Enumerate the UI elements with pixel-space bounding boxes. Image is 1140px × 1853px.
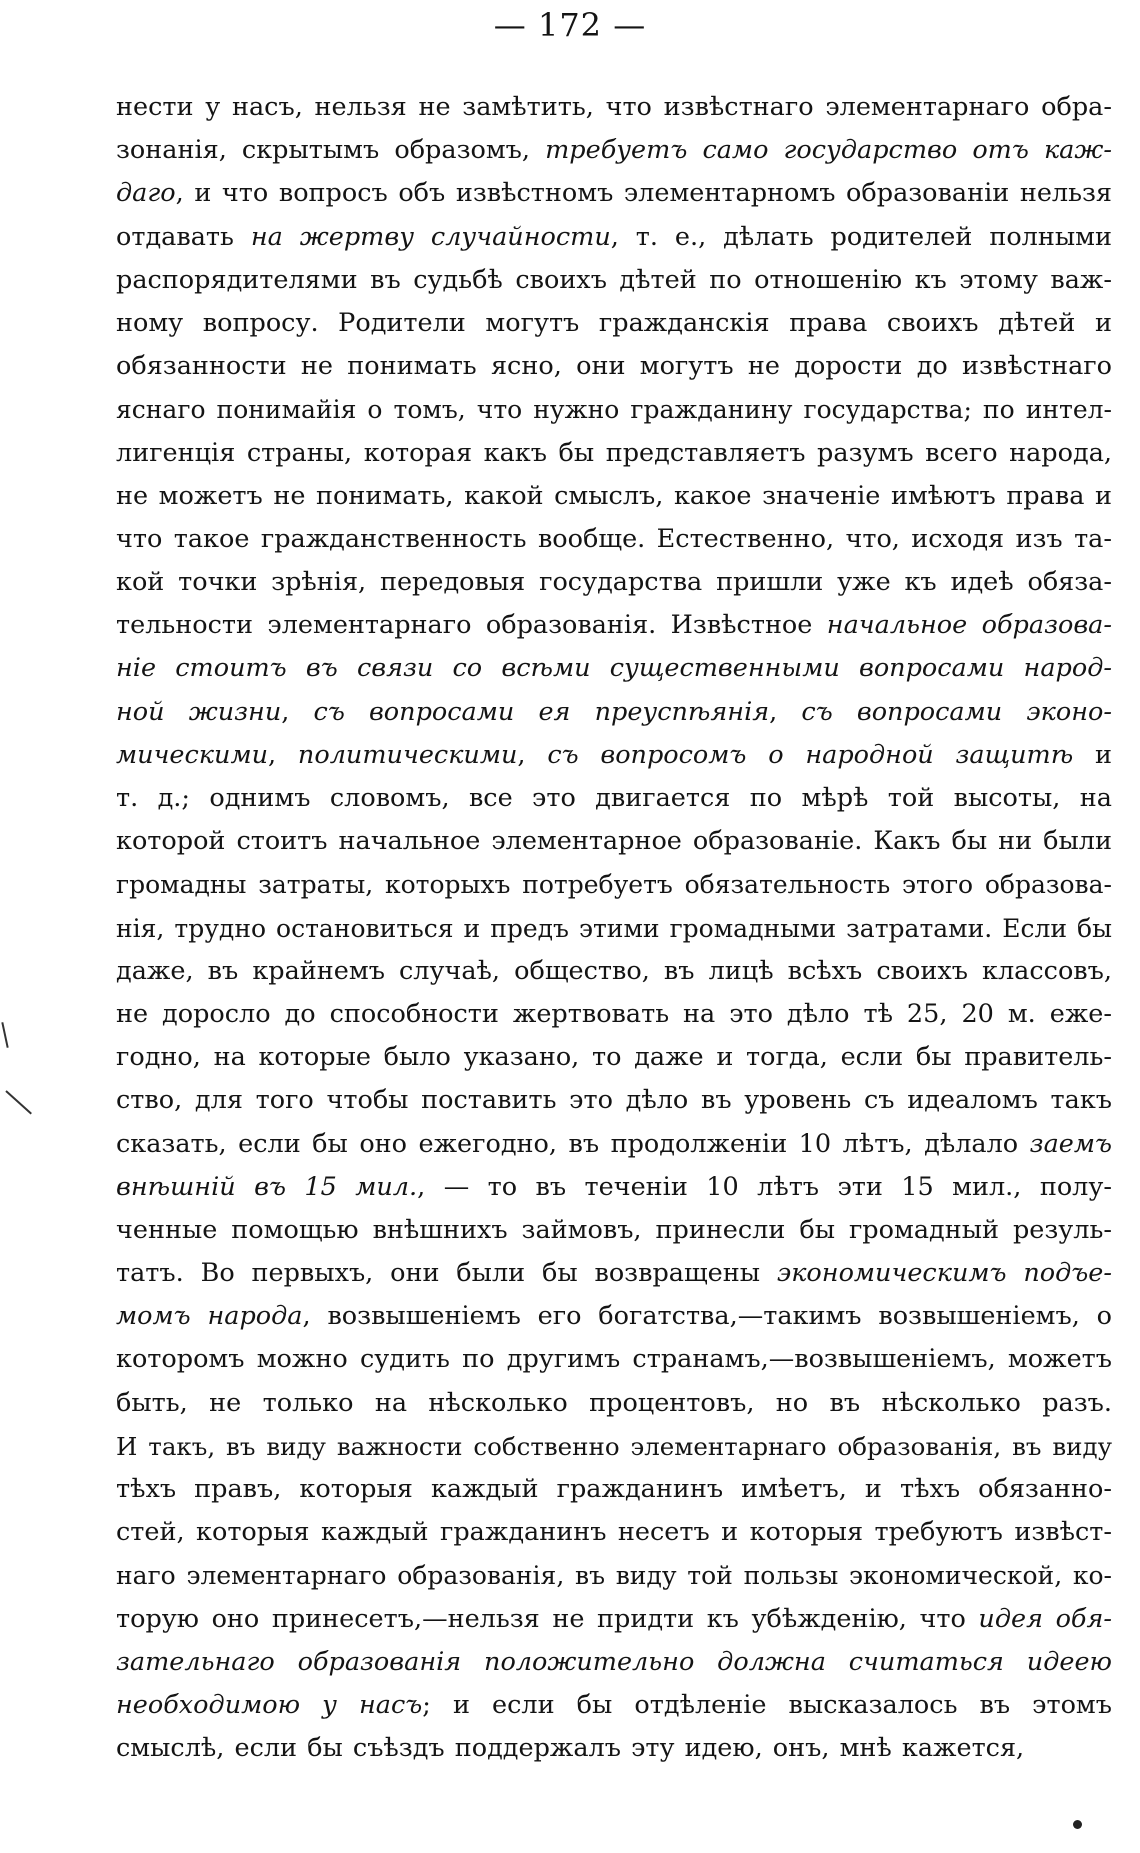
text-segment: годно, на которые было указано, то даже и тогда, если бы правитель- xyxy=(116,1042,1112,1073)
text-segment: быть, не только на нѣсколько процентовъ, но въ нѣсколько разъ. xyxy=(116,1387,1112,1418)
italic-segment: ніе стоитъ въ связи со всѣми существенными вопросами народ- xyxy=(116,653,1112,684)
text-segment: зонанія, скрытымъ образомъ, xyxy=(116,135,546,166)
text-segment: сказать, если бы оно ежегодно, въ продолженіи 10 лѣтъ, дѣлало xyxy=(116,1128,1030,1159)
text-segment: нія, трудно остановиться и предъ этими громадными затратами. Если бы xyxy=(116,913,1112,943)
text-line xyxy=(116,259,1112,302)
text-segment: отдавать xyxy=(116,221,251,252)
body-text xyxy=(116,86,1112,1770)
text-line xyxy=(116,777,1112,820)
italic-segment: политическими xyxy=(297,739,518,770)
text-segment: , xyxy=(769,696,802,727)
margin-diagonal-mark xyxy=(5,1090,32,1114)
text-line xyxy=(116,1382,1112,1425)
italic-segment: требуетъ само государство отъ каж- xyxy=(545,135,1112,166)
text-line xyxy=(116,691,1112,734)
text-line xyxy=(116,1468,1112,1511)
text-line xyxy=(116,1209,1112,1252)
text-line xyxy=(116,1123,1112,1166)
text-segment: ; и если бы отдѣленіе высказалось въ этомъ xyxy=(422,1689,1112,1720)
text-segment: татъ. Во первыхъ, они были бы возвращены xyxy=(116,1258,777,1289)
text-line xyxy=(116,863,1112,906)
text-segment: тѣхъ правъ, которыя каждый гражданинъ имѣетъ, и тѣхъ обязанно- xyxy=(116,1474,1112,1504)
italic-segment: на жертву случайности xyxy=(250,221,611,252)
italic-segment: даго xyxy=(116,178,176,209)
italic-segment: момъ народа xyxy=(116,1301,303,1332)
text-line xyxy=(116,216,1112,259)
text-line xyxy=(116,1554,1112,1597)
text-line xyxy=(116,345,1112,388)
text-segment: нести у насъ, нельзя не замѣтить, что извѣстнаго элементарнаго обра- xyxy=(116,92,1112,122)
italic-segment: экономическимъ подъе- xyxy=(776,1258,1112,1289)
text-segment: которой стоитъ начальное элементарное образованіе. Какъ бы ни были xyxy=(116,826,1112,857)
text-line xyxy=(116,1166,1112,1209)
text-segment: , xyxy=(268,739,298,770)
text-segment: не доросло до способности жертвовать на это дѣло тѣ 25, 20 м. еже- xyxy=(116,998,1112,1029)
text-line xyxy=(116,1641,1112,1684)
italic-segment: съ вопросомъ о народной защитѣ xyxy=(547,739,1074,770)
text-line xyxy=(116,172,1112,215)
text-segment: И такъ, въ виду важности собственно элементарнаго образованія, въ виду xyxy=(116,1431,1112,1461)
italic-segment: мическими xyxy=(116,739,269,770)
text-line xyxy=(116,432,1112,475)
text-segment: , т. е., дѣлать родителей полными xyxy=(610,221,1112,252)
text-line xyxy=(116,907,1112,950)
text-segment: , возвышеніемъ его богатства,—такимъ возвышеніемъ, о xyxy=(302,1301,1113,1332)
text-segment: тельности элементарнаго образованія. Извѣстное xyxy=(116,610,827,641)
italic-segment: начальное образова- xyxy=(826,610,1112,641)
text-line xyxy=(116,820,1112,863)
text-segment: торую оно принесетъ,—нельзя не придти къ убѣжденію, что xyxy=(116,1603,979,1634)
text-line xyxy=(116,518,1112,561)
italic-segment: ной жизни xyxy=(116,696,282,727)
text-segment: ному вопросу. Родители могутъ гражданскія права своихъ дѣтей и xyxy=(116,307,1112,338)
page-number: — 172 — xyxy=(493,6,647,44)
text-segment: ченные помощью внѣшнихъ займовъ, принесли бы громадный резуль- xyxy=(116,1214,1112,1245)
italic-segment: необходимою у насъ xyxy=(116,1689,423,1720)
text-line xyxy=(116,561,1112,604)
text-line xyxy=(116,1684,1112,1727)
text-line xyxy=(116,129,1112,172)
text-line xyxy=(116,86,1112,129)
text-line xyxy=(116,1511,1112,1554)
text-line xyxy=(116,388,1112,431)
text-line xyxy=(116,647,1112,690)
text-segment: смыслѣ, если бы съѣздъ поддержалъ эту идею, онъ, мнѣ кажется, xyxy=(116,1733,1025,1764)
text-segment: наго элементарнаго образованія, въ виду той пользы экономической, ко- xyxy=(116,1561,1112,1591)
text-line xyxy=(116,734,1112,777)
text-line xyxy=(116,475,1112,518)
text-segment: , — то въ теченіи 10 лѣтъ эти 15 мил., полу- xyxy=(417,1171,1112,1202)
text-line xyxy=(116,1338,1112,1381)
text-segment: кой точки зрѣнія, передовыя государства пришли уже къ идеѣ обяза- xyxy=(116,567,1112,598)
italic-segment: съ вопросами ея преуспѣянія xyxy=(313,696,770,727)
italic-segment: внѣшній въ 15 мил. xyxy=(116,1171,418,1202)
text-segment: обязанности не понимать ясно, они могутъ не дорости до извѣстнаго xyxy=(116,351,1112,382)
text-segment: , xyxy=(517,739,548,770)
text-segment: которомъ можно судить по другимъ странамъ,—возвышеніемъ, можетъ xyxy=(116,1344,1112,1375)
text-line xyxy=(116,604,1112,647)
text-line xyxy=(116,950,1112,993)
text-segment: не можетъ не понимать, какой смыслъ, какое значеніе имѣютъ права и xyxy=(116,480,1112,511)
text-line xyxy=(116,1036,1112,1079)
margin-tick-mark xyxy=(1,1022,8,1048)
text-line xyxy=(116,1598,1112,1641)
text-line xyxy=(116,1252,1112,1295)
text-segment: даже, въ крайнемъ случаѣ, общество, въ лицѣ всѣхъ своихъ классовъ, xyxy=(116,955,1112,986)
text-segment: распорядителями въ судьбѣ своихъ дѣтей по отношенію къ этому важ- xyxy=(116,264,1112,295)
text-segment: стей, которыя каждый гражданинъ несетъ и которыя требуютъ извѣст- xyxy=(116,1517,1112,1548)
text-segment: т. д.; однимъ словомъ, все это двигается по мѣрѣ той высоты, на xyxy=(116,783,1112,813)
text-line xyxy=(116,993,1112,1036)
corner-ink-dot xyxy=(1073,1820,1082,1829)
text-segment: , xyxy=(281,696,314,727)
text-segment: , и что вопросъ объ извѣстномъ элементарномъ образованіи нельзя xyxy=(175,178,1112,209)
text-line xyxy=(116,1727,1112,1770)
italic-segment: съ вопросами эконо- xyxy=(801,696,1112,727)
text-segment: и xyxy=(1073,739,1113,770)
text-line xyxy=(116,302,1112,345)
text-segment: ство, для того чтобы поставить это дѣло въ уровень съ идеаломъ такъ xyxy=(116,1085,1112,1116)
text-line xyxy=(116,1079,1112,1122)
italic-segment: зательнаго образованія положительно должна считаться идеею xyxy=(116,1646,1112,1677)
text-line xyxy=(116,1295,1112,1338)
text-line xyxy=(116,1425,1112,1468)
text-segment: яснаго понимайія о томъ, что нужно гражданину государства; по интел- xyxy=(116,395,1112,425)
italic-segment: идея обя- xyxy=(978,1603,1112,1634)
text-segment: громадны затраты, которыхъ потребуетъ обязательность этого образова- xyxy=(116,870,1112,900)
text-segment: что такое гражданственность вообще. Естественно, что, исходя изъ та- xyxy=(116,523,1112,554)
italic-segment: заемъ xyxy=(1029,1128,1112,1159)
text-segment: лигенція страны, которая какъ бы представляетъ разумъ всего народа, xyxy=(116,437,1112,468)
